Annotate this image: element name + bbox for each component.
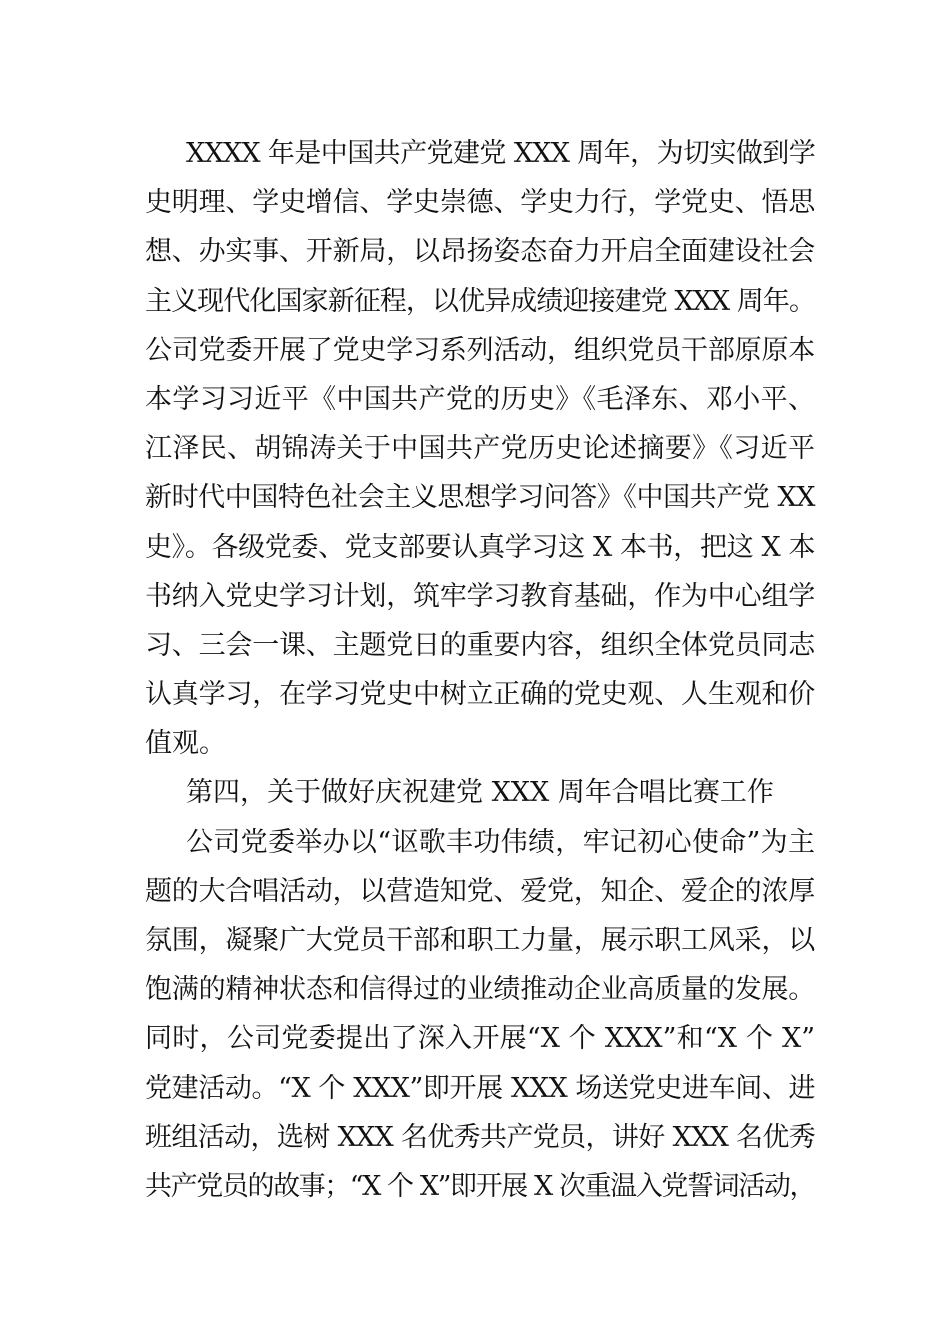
paragraph-line: 史明理、学史增信、学史崇德、学史力行，学党史、悟思	[145, 187, 815, 219]
paragraph-line: 班组活动，选树 XXX 名优秀共产党员，讲好 XXX 名优秀	[145, 1121, 815, 1153]
paragraph-line: 饱满的精神状态和信得过的业绩推动企业高质量的发展。	[145, 974, 815, 1006]
paragraph-line: 习、三会一课、主题党日的重要内容，组织全体党员同志	[145, 629, 815, 661]
paragraph-line: 党建活动。“X 个 XXX”即开展 XXX 场送党史进车间、进	[145, 1072, 815, 1104]
paragraph-line: 新时代中国特色社会主义思想学习问答》《中国共产党 XX	[145, 482, 815, 514]
document-body	[145, 129, 815, 1211]
section-heading: 第四，关于做好庆祝建党 XXX 周年合唱比赛工作	[186, 777, 774, 809]
paragraph-line: 公司党委举办以“讴歌丰功伟绩，牢记初心使命”为主	[186, 826, 815, 858]
paragraph-line: 本学习习近平《中国共产党的历史》《毛泽东、邓小平、	[145, 383, 815, 415]
paragraph-line: 书纳入党史学习计划，筑牢学习教育基础，作为中心组学	[145, 580, 815, 612]
paragraph-line: XXXX 年是中国共产党建党 XXX 周年，为切实做到学	[186, 138, 815, 169]
paragraph-line: 氛围，凝聚广大党员干部和职工力量，展示职工风采，以	[145, 925, 815, 956]
paragraph-line: 值观。	[145, 728, 226, 760]
paragraph-line: 同时，公司党委提出了深入开展“X 个 XXX”和“X 个 X”	[145, 1023, 815, 1055]
paragraph-line: 共产党员的故事；“X 个 X”即开展 X 次重温入党誓词活动，	[145, 1170, 815, 1202]
paragraph-line: 想、办实事、开新局，以昂扬姿态奋力开启全面建设社会	[145, 236, 815, 268]
paragraph-line: 主义现代化国家新征程，以优异成绩迎接建党 XXX 周年。	[145, 285, 815, 317]
paragraph-line: 江泽民、胡锦涛关于中国共产党历史论述摘要》《习近平	[145, 433, 815, 465]
paragraph-line: 题的大合唱活动，以营造知党、爱党，知企、爱企的浓厚	[145, 875, 815, 907]
paragraph-line: 史》。各级党委、党支部要认真学习这 X 本书，把这 X 本	[145, 531, 815, 563]
paragraph-line: 认真学习，在学习党史中树立正确的党史观、人生观和价	[145, 679, 815, 711]
paragraph-line: 公司党委开展了党史学习系列活动，组织党员干部原原本	[145, 334, 815, 366]
